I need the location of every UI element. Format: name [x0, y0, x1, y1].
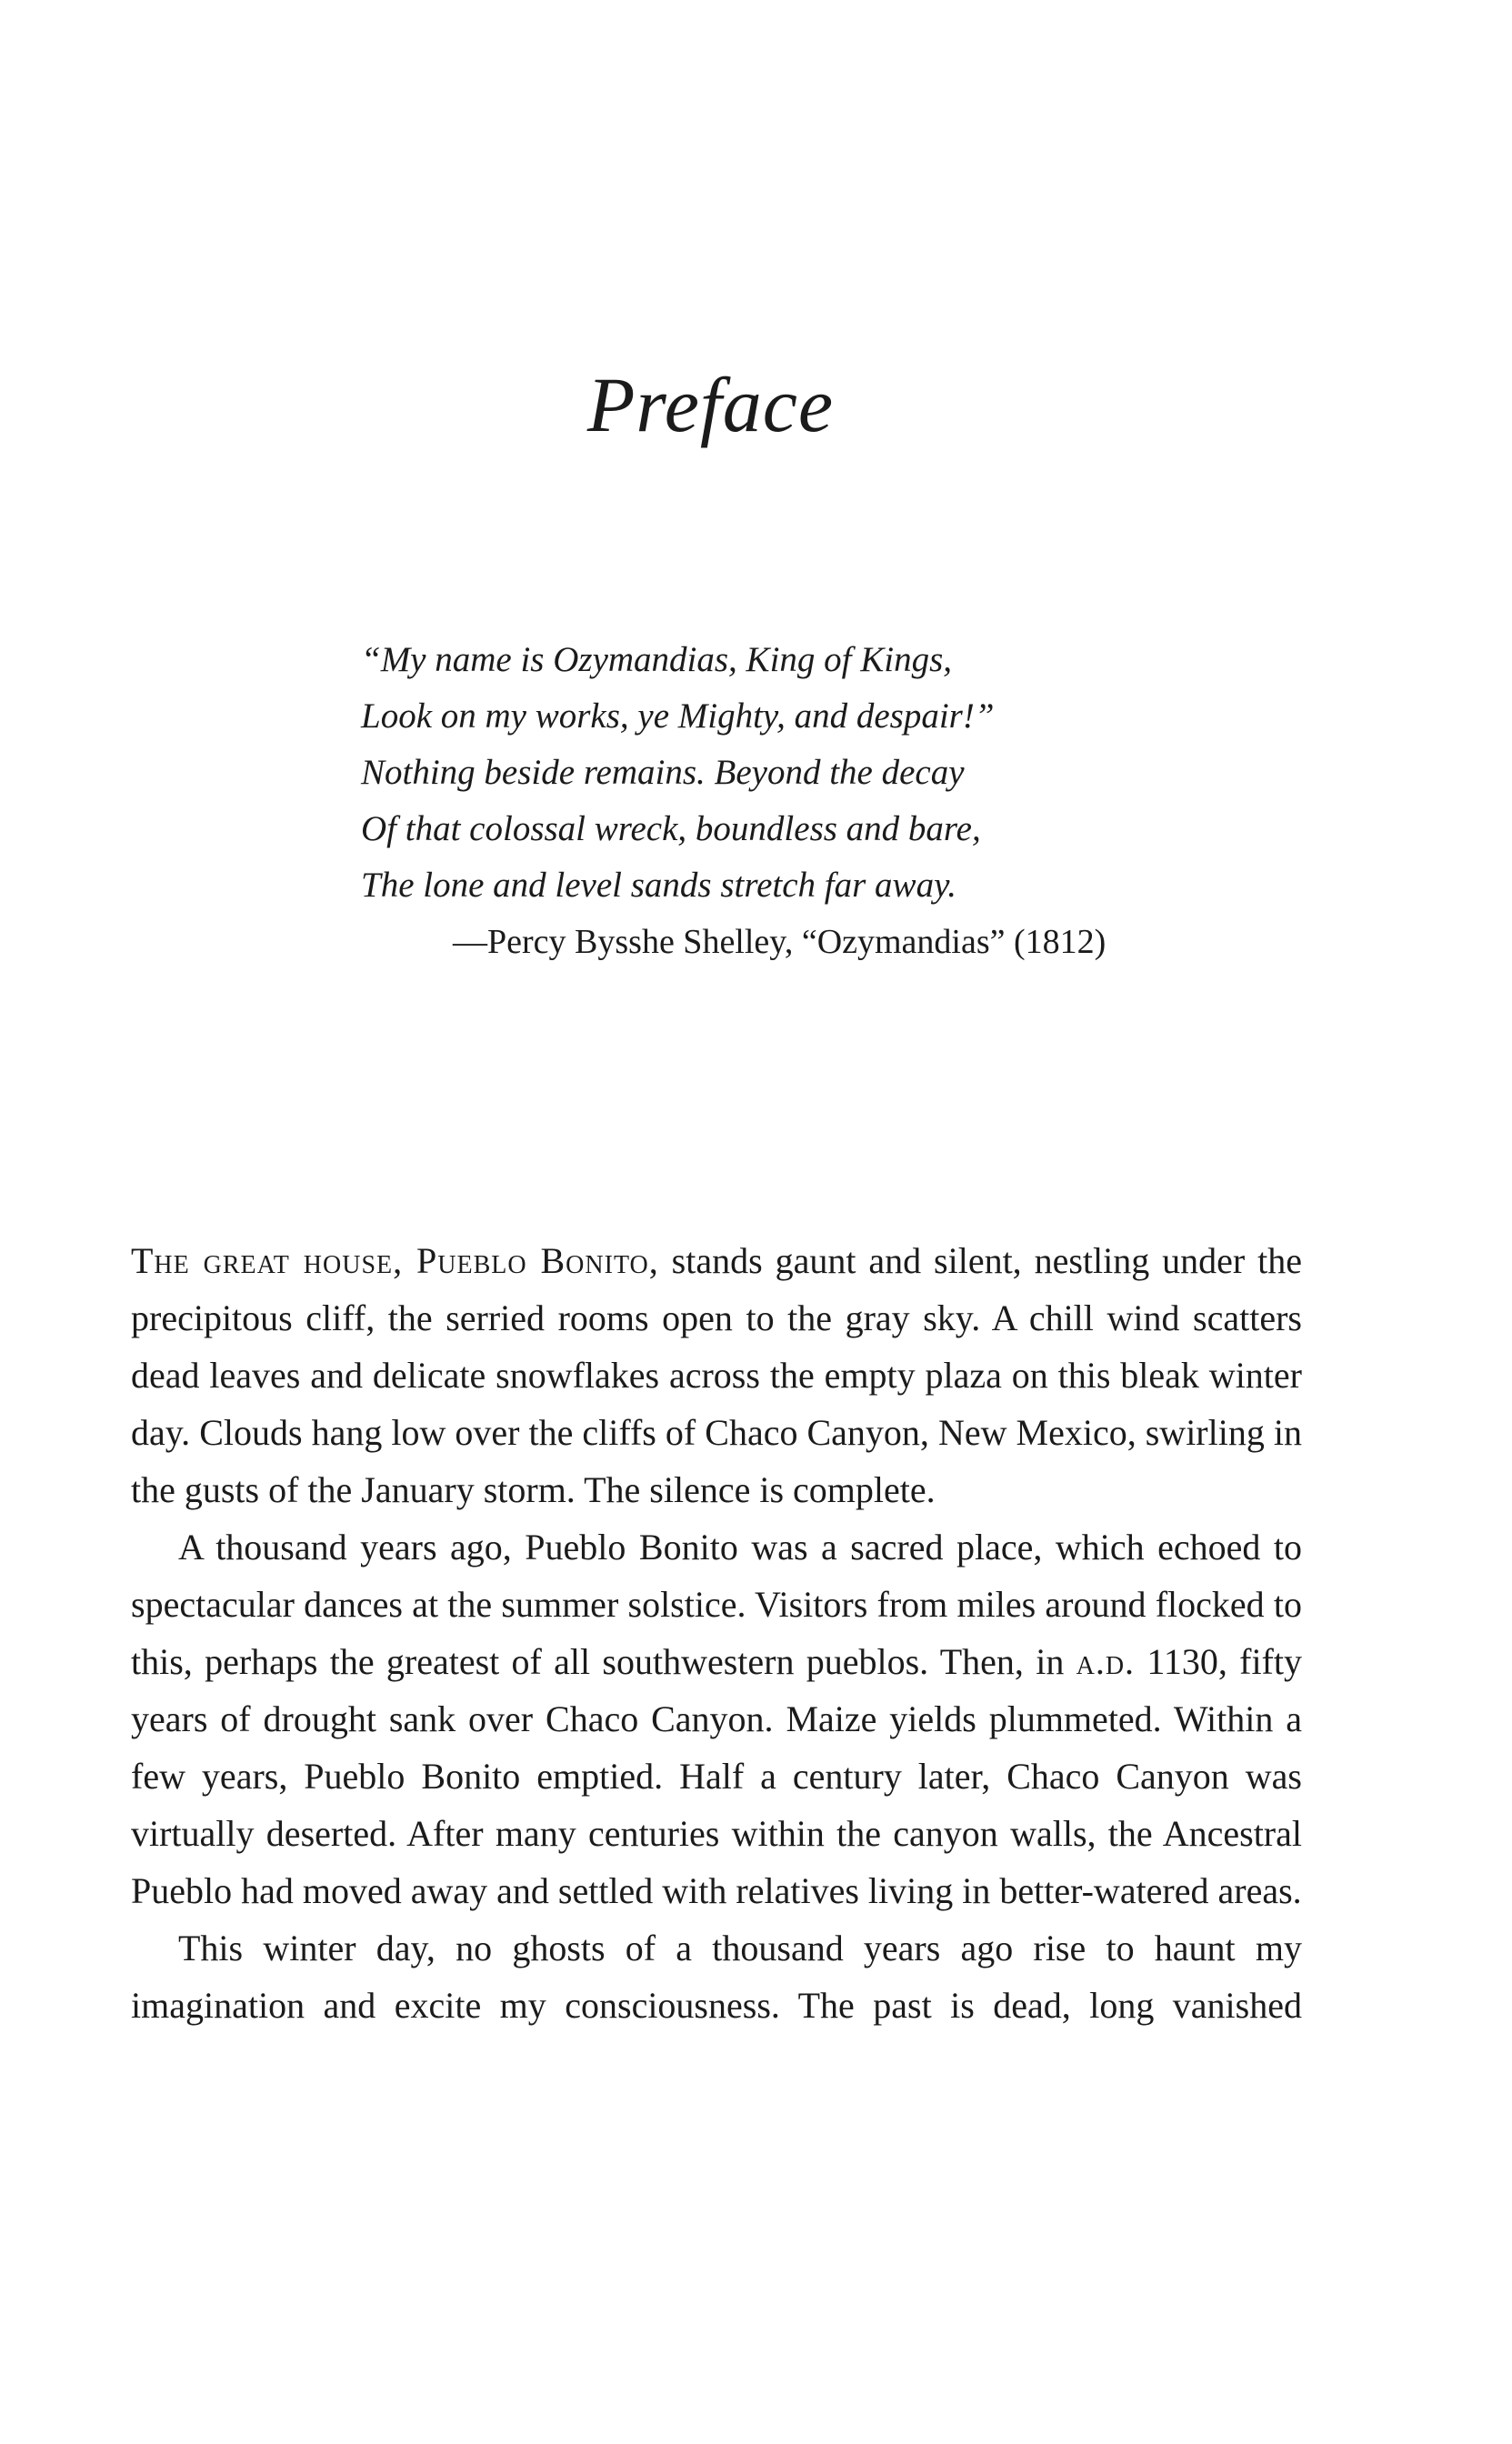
body-text	[131, 1232, 1302, 2034]
paragraph-2-text-b: 1130, fifty years of drought sank over Chaco Canyon. Maize yields plummeted. Within a few years, Pueblo Bonito emptied. Half a century later, Chaco Canyon was virtually deserted. After many centuries within the canyon walls, the Ancestral Pueblo had moved away and settled with relatives living in better-watered areas.	[131, 1641, 1302, 1911]
paragraph-1	[131, 1232, 1302, 1518]
epigraph-line: “My name is Ozymandias, King of Kings,	[361, 640, 953, 679]
epigraph-line: Of that colossal wreck, boundless and bare,	[361, 809, 981, 848]
opening-small-caps: The great house, Pueblo Bonito,	[131, 1240, 659, 1281]
epigraph-attribution: —Percy Bysshe Shelley, “Ozymandias” (1812)	[453, 923, 1106, 961]
epigraph-line: Look on my works, ye Mighty, and despair!”	[361, 696, 995, 736]
paragraph-2-text-a: A thousand years ago, Pueblo Bonito was a sacred place, which echoed to spectacular dances at the summer solstice. Visitors from miles around flocked to this, perhaps the greatest of all southwestern pueblos. Then, in	[131, 1527, 1302, 1682]
chapter-title: Preface	[586, 361, 835, 448]
paragraph-2	[131, 1518, 1302, 1919]
paragraph-3	[131, 1919, 1302, 2034]
epigraph-line: The lone and level sands stretch far away.	[361, 866, 956, 905]
paragraph-3-text: This winter day, no ghosts of a thousand years ago rise to haunt my imagination and excite my consciousness. The past is dead, long vanished	[131, 1928, 1302, 2026]
epigraph-line: Nothing beside remains. Beyond the decay	[361, 753, 965, 792]
era-abbreviation: a.d.	[1076, 1641, 1136, 1682]
paragraph-1-text: stands gaunt and silent, nestling under the precipitous cliff, the serried rooms open to the gray sky. A chill wind scatters dead leaves and delicate snowflakes across the empty plaza on this bleak winter day. Clouds hang low over the cliffs of Chaco Canyon, New Mexico, swirling in the gusts of the January storm. The silence is complete.	[131, 1240, 1302, 1510]
epigraph	[361, 632, 1270, 970]
